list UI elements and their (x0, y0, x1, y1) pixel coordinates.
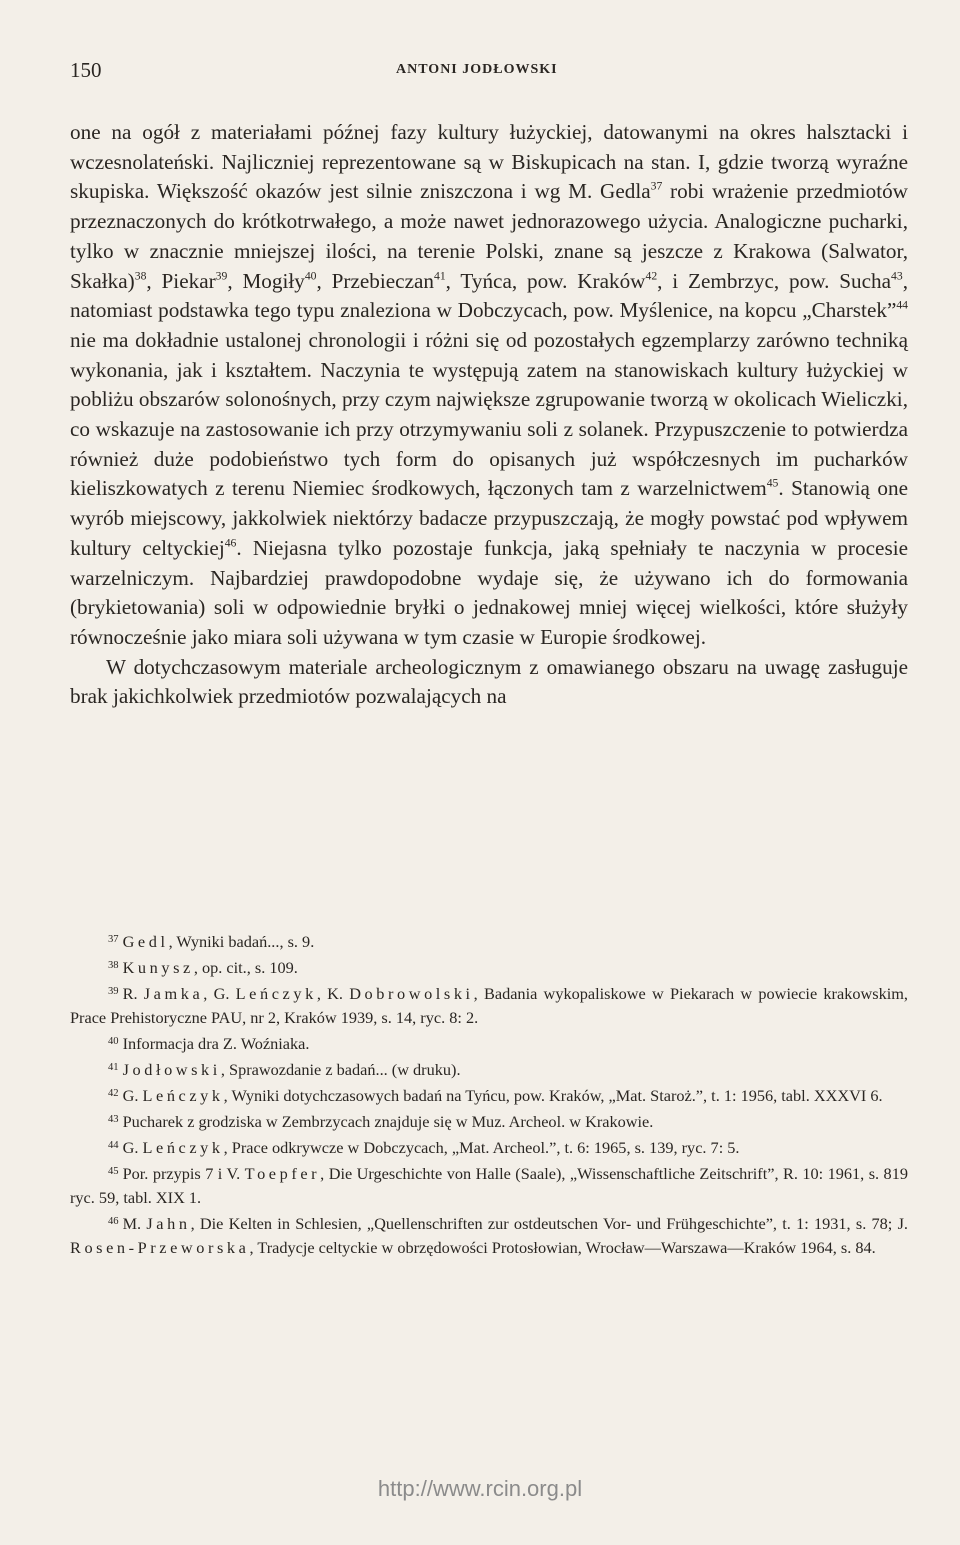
footnote-author: Toepfer (244, 1163, 321, 1183)
footnote-43 (70, 1108, 908, 1134)
paragraph-1 (70, 118, 908, 653)
footnote-text: , Die Urgeschichte von Halle (Saale), „Wissenschaftliche Zeitschrift”, R. 10: 1961, s. 819 ryc. 59, tabl. XIX 1. (70, 1163, 908, 1207)
footnote-text: G. (122, 1137, 143, 1157)
footnote-number: 43 (108, 1114, 119, 1126)
footnote-number: 40 (108, 1036, 119, 1048)
footnote-number: 37 (108, 934, 119, 945)
text-run: robi wrażenie przedmiotów przeznaczonych do krótkotrwałego, a może nawet jednorazowego użycia. Analogiczne pucharki, tylko w znacznie mniejszej ilości, na terenie Polski, znane są jeszcze z Krakowa (Salwator, Skałka) (70, 179, 908, 293)
footnote-text: , K. (316, 983, 350, 1003)
footnote-author: Gedl (122, 931, 169, 951)
footnote-text: M. (122, 1213, 147, 1233)
text-run: , natomiast podstawka tego typu znaleziona w Dobczycach, pow. Myślenice, na kopcu „Charstek” (70, 268, 908, 323)
footnote-text: , Wyniki badań..., s. 9. (168, 931, 315, 951)
footnote-37 (70, 928, 908, 954)
footnote-number: 46 (108, 1216, 119, 1228)
running-head: ANTONI JODŁOWSKI (396, 62, 558, 77)
footnote-ref: 46 (224, 536, 237, 550)
footnote-ref: 38 (134, 268, 147, 282)
footnote-ref: 44 (896, 298, 908, 312)
footnote-ref: 41 (433, 268, 446, 282)
text-run: , Przebieczan (316, 268, 434, 293)
footnote-number: 41 (108, 1062, 119, 1074)
footnote-number: 38 (108, 959, 119, 971)
footnote-author: Dobrowolski (349, 983, 474, 1003)
footnote-42 (70, 1082, 908, 1108)
footnote-text: , Sprawozdanie z badań... (w druku). (220, 1059, 461, 1079)
footnote-ref: 43 (891, 268, 903, 282)
footnote-author: Leńczyk (142, 1085, 224, 1105)
watermark-url: http://www.rcin.org.pl (377, 1476, 583, 1501)
footnote-text: , Die Kelten in Schlesien, „Quellenschriften zur ostdeutschen Vor- und Frühgeschichte”, t. 1: 1931, s. 78; J. (190, 1213, 908, 1233)
footnote-author: Leńczyk (235, 983, 317, 1003)
footnote-ref: 37 (650, 179, 663, 193)
text-run: . Stanowią one wyrób miejscowy, jakkolwiek niektórzy badacze przypuszczają, że mogły powstać pod wpływem kultury celtyckiej (70, 476, 908, 560)
footnote-46 (70, 1210, 908, 1260)
footnote-45 (70, 1160, 908, 1210)
text-run: , Mogiły (227, 268, 305, 293)
body-text (70, 118, 908, 712)
footnote-number: 42 (108, 1088, 119, 1100)
page-header (70, 58, 908, 88)
footnote-40 (70, 1030, 908, 1056)
text-run: , i Zembrzyc, pow. Sucha (657, 268, 892, 293)
text-run: nie ma dokładnie ustalonej chronologii i różni się od pozostałych egzemplarzy zarówno techniką wykonania, jak i kształtem. Naczynia te występują zatem na stanowiskach kultury łużyckiej w pobliżu obszarów solonośnych, przy czym największe zgrupowanie tworzą w okolicach Wieliczki, co wskazuje na zastosowanie ich przy otrzymywaniu soli z solanek. Przypuszczenie to potwierdza również duże podobieństwo tych form do opisanych już współczesnych im pucharków kieliszkowatych z terenu Niemiec środkowych, łączonych tam z warzelnictwem (70, 327, 908, 501)
text-run: , Piekar (146, 268, 216, 293)
footnote-author: Jodłowski (122, 1059, 221, 1079)
footnote-ref: 45 (766, 476, 779, 490)
footnote-author: Kunysz (122, 957, 194, 977)
footnote-text: G. (122, 1085, 143, 1105)
footnote-author: Jahn (146, 1213, 191, 1233)
footnote-text: Por. przypis 7 i V. (122, 1163, 245, 1183)
footnote-author: Rosen-Przeworska (70, 1238, 250, 1258)
footnote-author: Leńczyk (142, 1137, 224, 1157)
text-run: one na ogół z materiałami późnej fazy kultury łużyckiej, datowanymi na okres halsztacki i wczesnolateński. Najliczniej reprezentowane są w Biskupicach na stan. I, gdzie tworzą wyraźne skupiska. Większość okazów jest silnie zniszczona i wg M. Gedla (70, 120, 908, 204)
footnote-text: , Prace odkrywcze w Dobczycach, „Mat. Archeol.”, t. 6: 1965, s. 139, ryc. 7: 5. (223, 1137, 740, 1157)
paragraph-2: W dotychczasowym materiale archeologicznym z omawianego obszaru na uwagę zasługuje brak jakichkolwiek przedmiotów pozwalających na (70, 654, 908, 709)
footnote-number: 39 (108, 985, 119, 997)
footnote-number: 44 (108, 1139, 119, 1151)
footnote-39 (70, 980, 908, 1030)
footnote-ref: 42 (645, 268, 658, 282)
text-run: , Tyńca, pow. Kraków (445, 268, 646, 293)
footnotes (70, 928, 908, 1260)
footnote-text: , op. cit., s. 109. (193, 957, 298, 977)
footnote-ref: 39 (215, 268, 228, 282)
footnote-text: , G. (203, 983, 236, 1003)
footnote-38 (70, 954, 908, 980)
footnote-41 (70, 1056, 908, 1082)
footnote-text: , Badania wykopaliskowe w Piekarach w powiecie krakowskim, Prace Prehistoryczne PAU, nr 2, Kraków 1939, s. 14, ryc. 8: 2. (70, 983, 908, 1027)
footnote-author: Jamka (143, 983, 204, 1003)
footnote-text: , Wyniki dotychczasowych badań na Tyńcu, pow. Kraków, „Mat. Staroż.”, t. 1: 1956, tabl. XXXVI 6. (223, 1085, 883, 1105)
footnote-ref: 40 (304, 268, 317, 282)
footnote-text: Pucharek z grodziska w Zembrzycach znajduje się w Muz. Archeol. w Krakowie. (122, 1111, 654, 1131)
footnote-number: 45 (108, 1165, 119, 1177)
footnote-text: R. (122, 983, 144, 1003)
footnote-44 (70, 1134, 908, 1160)
footnote-text: , Tradycje celtyckie w obrzędowości Protosłowian, Wrocław—Warszawa—Kraków 1964, s. 84. (249, 1238, 876, 1258)
footnote-text: Informacja dra Z. Woźniaka. (122, 1033, 310, 1053)
text-run: . Niejasna tylko pozostaje funkcja, jaką spełniały te naczynia w procesie warzelniczym. Najbardziej prawdopodobne wydaje się, że używano ich do formowania (brykietowania) soli w odpowiednie bryłki o jednakowej mniej więcej wielkości, które służyły równocześnie jako miara soli używana w tym czasie w Europie środkowej. (70, 535, 908, 649)
page-number: 150 (70, 58, 102, 82)
